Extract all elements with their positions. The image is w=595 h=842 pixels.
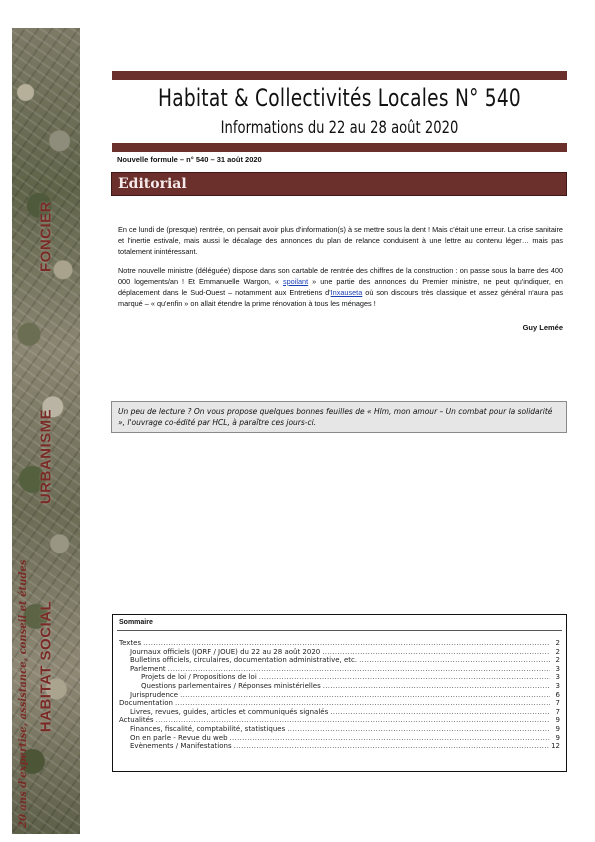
editorial-banner	[111, 172, 567, 196]
paragraph-2-text-c: où son discours très classique et assez général n'aura pas marqué – « qu'enfin » on allait étendre la prime rénovation à tous les ménages !	[118, 288, 563, 308]
toc-entry-page: 2	[555, 656, 560, 665]
toc-entry-label: Projets de loi / Propositions de loi	[141, 673, 257, 682]
toc-entry[interactable]	[119, 699, 560, 708]
toc-entry[interactable]	[119, 725, 560, 734]
reading-box	[111, 401, 567, 433]
toc-entry-label: Evènements / Manifestations	[130, 742, 232, 751]
toc-leader-dots	[180, 691, 550, 699]
side-word-urbanisme: URBANISME	[37, 408, 55, 505]
toc-entry[interactable]	[119, 648, 560, 657]
paragraph-2-text-a: Notre nouvelle ministre (déléguée) dispose dans son cartable de rentrée des chiffres de la construction : on passe sous la barre des 400 000 logements/an ! Et Emmanuelle Wargon, «	[118, 266, 563, 286]
toc-list	[119, 639, 560, 751]
toc-entry[interactable]	[119, 673, 560, 682]
toc-leader-dots	[168, 665, 550, 673]
toc-entry-page: 9	[555, 733, 560, 742]
toc-entry[interactable]	[119, 691, 560, 700]
editorial-signature: Guy Lemée	[522, 323, 563, 332]
toc-leader-dots	[259, 673, 550, 681]
header-top-rule	[112, 71, 567, 80]
toc-entry-page: 2	[555, 647, 560, 656]
newsletter-title: Habitat & Collectivités Locales N° 540	[157, 84, 522, 112]
toc-entry[interactable]	[119, 682, 560, 691]
toc-entry-label: On en parle - Revue du web	[130, 733, 228, 742]
toc-entry-page: 7	[555, 707, 560, 716]
toc-leader-dots	[359, 656, 550, 664]
toc-entry-page: 9	[555, 724, 560, 733]
toc-leader-dots	[287, 725, 550, 733]
toc-entry-page: 3	[555, 681, 560, 690]
reading-box-text: Un peu de lecture ? On vous propose quelques bonnes feuilles de « Hlm, mon amour – Un combat pour la solidarité », l'ouvrage co-édité par HCL, à paraître ces jours-ci.	[118, 407, 553, 427]
toc-leader-dots	[143, 639, 550, 647]
toc-entry-label: Questions parlementaires / Réponses ministérielles	[141, 681, 321, 690]
side-word-habitat-social: HABITAT SOCIAL	[37, 600, 55, 733]
toc-entry-page: 3	[555, 664, 560, 673]
spoilant-link[interactable]: spoilant	[282, 277, 309, 286]
toc-entry-page: 6	[555, 690, 560, 699]
toc-entry-page: 12	[551, 742, 560, 751]
toc-entry-page: 7	[555, 699, 560, 708]
toc-entry-page: 9	[555, 716, 560, 725]
side-tagline: 20 ans d'expertise, assistance, conseil et études	[18, 559, 29, 828]
toc-leader-dots	[330, 708, 550, 716]
paragraph-2-text-b: » une partie des annonces du Premier ministre, ne peut qu'indiquer, en déplacement dans le Sud-Ouest – notamment aux Entretiens d'	[118, 277, 563, 297]
toc-leader-dots	[230, 734, 550, 742]
table-of-contents	[112, 614, 567, 772]
editorial-heading: Editorial	[118, 176, 187, 192]
toc-rule	[117, 630, 562, 631]
toc-entry-label: Livres, revues, guides, articles et communiqués signalés	[130, 707, 329, 716]
toc-entry-label: Textes	[119, 639, 142, 647]
toc-entry-page: 2	[555, 639, 560, 647]
toc-entry-label: Actualités	[119, 716, 154, 725]
toc-leader-dots	[323, 682, 550, 690]
aerial-photo-band	[12, 28, 80, 834]
toc-entry-label: Journaux officiels (JORF / JOUE) du 22 au 28 août 2020	[130, 647, 321, 656]
toc-entry[interactable]	[119, 742, 560, 751]
header-bottom-rule	[112, 143, 567, 152]
toc-entry-label: Jurisprudence	[130, 690, 179, 699]
toc-entry-page: 3	[555, 673, 560, 682]
toc-entry-label: Finances, fiscalité, comptabilité, statistiques	[130, 724, 286, 733]
toc-title: Sommaire	[119, 619, 153, 626]
toc-leader-dots	[322, 648, 550, 656]
toc-entry[interactable]	[119, 708, 560, 717]
toc-entry[interactable]	[119, 716, 560, 725]
toc-entry[interactable]	[119, 639, 560, 648]
toc-entry[interactable]	[119, 665, 560, 674]
editorial-paragraph-1: En ce lundi de (presque) rentrée, on pensait avoir plus d'information(s) à se mettre sous la dent ! Mais c'était une erreur. La crise sanitaire et l'inertie estivale, mais aussi le décalage des annonces du plan de relance conduisent à une lettre au contenu léger… mais pas totalement inintéressant.	[118, 225, 563, 256]
toc-leader-dots	[156, 716, 550, 724]
toc-entry[interactable]	[119, 734, 560, 743]
toc-entry[interactable]	[119, 656, 560, 665]
toc-entry-label: Parlement	[130, 664, 166, 673]
toc-entry-label: Bulletins officiels, circulaires, documentation administrative, etc.	[130, 656, 358, 665]
toc-leader-dots	[234, 742, 549, 750]
inxauseta-link[interactable]: Inxauseta	[330, 288, 363, 297]
toc-leader-dots	[175, 699, 550, 707]
toc-entry-label: Documentation	[119, 699, 173, 708]
editorial-paragraph-2	[118, 265, 563, 309]
newsletter-subtitle: Informations du 22 au 28 août 2020	[220, 118, 459, 138]
edition-line: Nouvelle formule – n° 540 – 31 août 2020	[117, 155, 262, 164]
side-word-foncier: FONCIER	[37, 201, 55, 272]
